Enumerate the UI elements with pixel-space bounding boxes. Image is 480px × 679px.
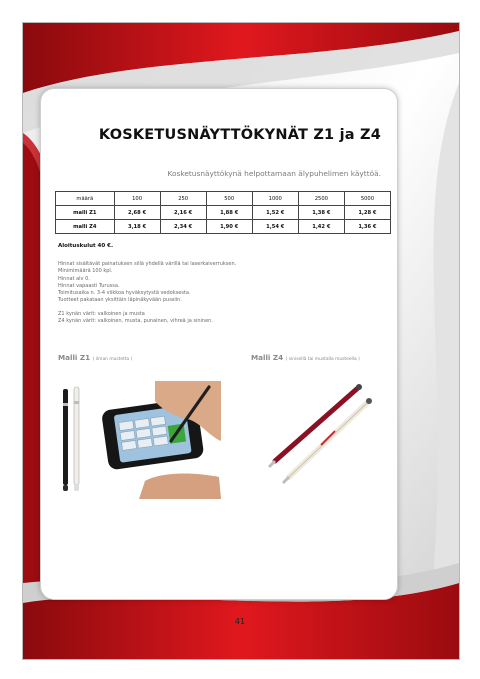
page-number: 41 — [234, 617, 246, 626]
table-row — [56, 206, 391, 220]
note-line: Hinnat alv 0. — [58, 275, 90, 282]
table-header-cell: määrä — [56, 192, 115, 206]
table-cell: 1,36 € — [344, 220, 390, 234]
model-z1-heading — [58, 353, 132, 362]
table-header-cell: 100 — [114, 192, 160, 206]
table-cell: 1,28 € — [344, 206, 390, 220]
table-header-cell: 5000 — [344, 192, 390, 206]
table-row — [56, 220, 391, 234]
table-cell: malli Z1 — [56, 206, 115, 220]
table-header-row — [56, 192, 391, 206]
table-header-cell: 2500 — [298, 192, 344, 206]
model-z4-heading — [251, 353, 360, 362]
color-note-line: Z1 kynän värit: valkoinen ja musta — [58, 310, 145, 317]
note-line: Tuotteet pakataan yksittäin läpinäkyvään pussiin. — [58, 297, 182, 304]
model-z4-note: ( sinisellä tai mustalla musteella ) — [285, 357, 360, 362]
table-cell: 1,90 € — [206, 220, 252, 234]
page-subtitle: Kosketusnäyttökynä helpottamaan älypuhelimen käyttöä. — [167, 169, 381, 178]
start-cost: Aloituskulut 40 €. — [58, 243, 114, 249]
table-cell: 1,42 € — [298, 220, 344, 234]
note-line: Toimitusaika n. 3-4 viikkoa hyväksytystä vedoksesta. — [58, 290, 191, 297]
table-cell: malli Z4 — [56, 220, 115, 234]
table-header-cell: 250 — [160, 192, 206, 206]
table-cell: 2,16 € — [160, 206, 206, 220]
note-line: Hinnat sisältävät painatuksen sillä yhdellä värillä tai laserkaiverruksen. — [58, 261, 237, 267]
z1-stylus-photo — [59, 381, 221, 499]
table-cell: 1,54 € — [252, 220, 298, 234]
table-header-cell: 1000 — [252, 192, 298, 206]
terms-notes — [58, 261, 378, 325]
model-z4-name: Malli Z4 — [251, 353, 284, 362]
table-cell: 1,38 € — [298, 206, 344, 220]
note-line: Minimimäärä 100 kpl. — [58, 268, 113, 275]
table-cell: 2,34 € — [160, 220, 206, 234]
z4-stylus-photo — [259, 381, 387, 499]
page-title: KOSKETUSNÄYTTÖKYNÄT Z1 ja Z4 — [98, 127, 381, 143]
note-line: Hinnat vapaasti Turussa. — [58, 282, 120, 289]
content-card — [40, 88, 398, 600]
model-z1-name: Malli Z1 — [58, 353, 91, 362]
table-cell: 1,88 € — [206, 206, 252, 220]
model-z1-note: ( ilman mustetta ) — [92, 357, 133, 362]
table-cell: 1,52 € — [252, 206, 298, 220]
color-note-line: Z4 kynän värit: valkoinen, musta, punainen, vihreä ja sininen. — [58, 318, 213, 325]
table-cell: 3,18 € — [114, 220, 160, 234]
price-table — [55, 191, 391, 234]
table-header-cell: 500 — [206, 192, 252, 206]
table-cell: 2,68 € — [114, 206, 160, 220]
